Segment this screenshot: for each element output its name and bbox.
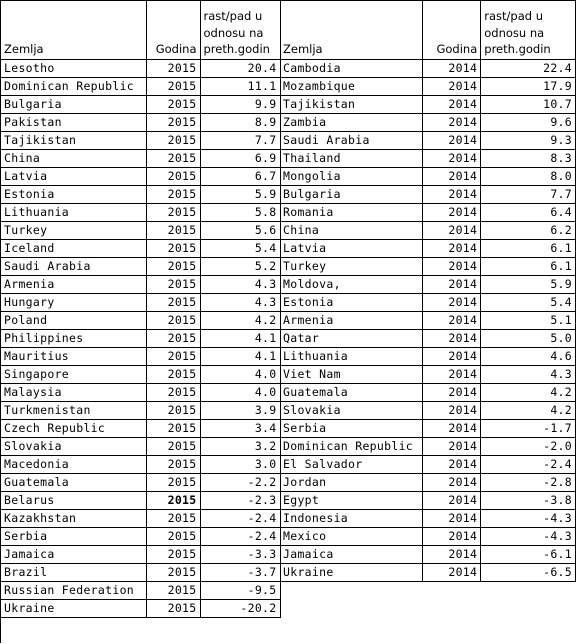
cell-year[interactable]: 2014: [423, 491, 481, 509]
cell-change[interactable]: 4.2: [481, 383, 576, 401]
cell-change[interactable]: -2.4: [200, 527, 280, 545]
cell-year[interactable]: 2014: [423, 221, 481, 239]
cell-year[interactable]: 2014: [423, 509, 481, 527]
cell-change[interactable]: -20.2: [200, 599, 280, 617]
cell-change[interactable]: 9.6: [481, 113, 576, 131]
cell-year[interactable]: 2014: [423, 149, 481, 167]
cell-country[interactable]: Lesotho: [1, 59, 146, 77]
cell-change[interactable]: 5.9: [200, 185, 280, 203]
cell-year[interactable]: 2015: [146, 383, 200, 401]
cell-country[interactable]: Serbia: [1, 527, 146, 545]
table-row: [1, 329, 280, 347]
cell-year[interactable]: 2015: [146, 581, 200, 599]
cell-country[interactable]: Turkey: [280, 257, 423, 275]
table-row: [1, 347, 280, 365]
table-row: [280, 293, 576, 311]
cell-year[interactable]: 2015: [146, 563, 200, 581]
cell-year[interactable]: 2014: [423, 527, 481, 545]
header-year[interactable]: Godina: [146, 1, 200, 59]
table-row: [280, 221, 576, 239]
table-row: [280, 203, 576, 221]
cell-year[interactable]: 2014: [423, 347, 481, 365]
table-row: [280, 239, 576, 257]
cell-country[interactable]: Estonia: [1, 185, 146, 203]
cell-year[interactable]: 2014: [423, 365, 481, 383]
header-row: [280, 1, 576, 59]
cell-year[interactable]: 2014: [423, 401, 481, 419]
cell-year[interactable]: 2014: [423, 329, 481, 347]
cell-change[interactable]: 4.3: [200, 275, 280, 293]
cell-year[interactable]: 2014: [423, 311, 481, 329]
cell-year[interactable]: 2015: [146, 113, 200, 131]
cell-country[interactable]: Mongolia: [280, 167, 423, 185]
cell-change[interactable]: 10.7: [481, 95, 576, 113]
cell-change[interactable]: -4.3: [481, 509, 576, 527]
cell-change[interactable]: -3.3: [200, 545, 280, 563]
cell-change[interactable]: 4.3: [481, 365, 576, 383]
cell-year[interactable]: 2014: [423, 239, 481, 257]
table-row: [280, 113, 576, 131]
cell-country[interactable]: Tajikistan: [280, 95, 423, 113]
table-row: [1, 509, 280, 527]
cell-year[interactable]: 2015: [146, 167, 200, 185]
cell-country[interactable]: Estonia: [280, 293, 423, 311]
cell-country[interactable]: Belarus: [1, 491, 146, 509]
cell-change[interactable]: 3.9: [200, 401, 280, 419]
cell-year[interactable]: 2014: [423, 167, 481, 185]
cell-country[interactable]: Guatemala: [280, 383, 423, 401]
cell-change[interactable]: 7.7: [481, 185, 576, 203]
table-row: [1, 527, 280, 545]
cell-country[interactable]: Philippines: [1, 329, 146, 347]
table-row: [280, 347, 576, 365]
cell-country[interactable]: China: [280, 221, 423, 239]
header-year[interactable]: Godina: [423, 1, 481, 59]
table-row: [280, 365, 576, 383]
cell-year[interactable]: 2014: [423, 185, 481, 203]
table-row: [1, 437, 280, 455]
cell-change[interactable]: 6.7: [200, 167, 280, 185]
cell-change[interactable]: -3.8: [481, 491, 576, 509]
cell-change[interactable]: 22.4: [481, 59, 576, 77]
cell-change[interactable]: 4.2: [481, 401, 576, 419]
cell-change[interactable]: 4.1: [200, 329, 280, 347]
cell-country[interactable]: Russian Federation: [1, 581, 146, 599]
cell-change[interactable]: -6.1: [481, 545, 576, 563]
cell-change[interactable]: 9.3: [481, 131, 576, 149]
cell-year[interactable]: 2014: [423, 203, 481, 221]
cell-country[interactable]: Jamaica: [280, 545, 423, 563]
table-row: [1, 563, 280, 581]
cell-country[interactable]: Bulgaria: [280, 185, 423, 203]
cell-country[interactable]: Romania: [280, 203, 423, 221]
cell-year[interactable]: 2015: [146, 455, 200, 473]
table-row: [1, 59, 280, 77]
cell-year[interactable]: 2015: [146, 545, 200, 563]
table-row: [1, 419, 280, 437]
cell-year[interactable]: 2014: [423, 545, 481, 563]
cell-country[interactable]: China: [1, 149, 146, 167]
cell-country[interactable]: Saudi Arabia: [1, 257, 146, 275]
cell-country[interactable]: Saudi Arabia: [280, 131, 423, 149]
cell-country[interactable]: Hungary: [1, 293, 146, 311]
cell-change[interactable]: 5.2: [200, 257, 280, 275]
cell-change[interactable]: -2.4: [200, 509, 280, 527]
cell-change[interactable]: -2.4: [481, 455, 576, 473]
cell-country[interactable]: Turkmenistan: [1, 401, 146, 419]
table-row: [1, 473, 280, 491]
cell-year[interactable]: 2014: [423, 293, 481, 311]
cell-change[interactable]: -2.2: [200, 473, 280, 491]
table-row: [280, 185, 576, 203]
cell-year[interactable]: 2015: [146, 59, 200, 77]
header-change[interactable]: rast/pad u odnosu na preth.godin: [200, 1, 280, 59]
table-row: [1, 401, 280, 419]
table-row: [1, 131, 280, 149]
cell-year[interactable]: 2015: [146, 329, 200, 347]
cell-change[interactable]: 6.1: [481, 257, 576, 275]
cell-year[interactable]: 2014: [423, 383, 481, 401]
cell-year[interactable]: 2015: [146, 221, 200, 239]
cell-country[interactable]: Czech Republic: [1, 419, 146, 437]
cell-country[interactable]: Jamaica: [1, 545, 146, 563]
cell-country[interactable]: Mozambique: [280, 77, 423, 95]
cell-country[interactable]: Kazakhstan: [1, 509, 146, 527]
table-row: [280, 131, 576, 149]
table-2014: [280, 1, 576, 582]
cell-change[interactable]: 7.7: [200, 131, 280, 149]
table-row: [280, 527, 576, 545]
table-row: [280, 473, 576, 491]
cell-country[interactable]: Ukraine: [280, 563, 423, 581]
cell-change[interactable]: 9.9: [200, 95, 280, 113]
cell-country[interactable]: Indonesia: [280, 509, 423, 527]
cell-country[interactable]: Lithuania: [280, 347, 423, 365]
cell-change[interactable]: 4.0: [200, 365, 280, 383]
cell-change[interactable]: 3.2: [200, 437, 280, 455]
cell-year[interactable]: 2014: [423, 59, 481, 77]
cell-change[interactable]: 3.4: [200, 419, 280, 437]
cell-change[interactable]: -6.5: [481, 563, 576, 581]
table-row: [1, 545, 280, 563]
cell-change[interactable]: 8.9: [200, 113, 280, 131]
cell-change[interactable]: 4.3: [200, 293, 280, 311]
cell-change[interactable]: -3.7: [200, 563, 280, 581]
cell-year[interactable]: 2014: [423, 563, 481, 581]
table-row: [1, 185, 280, 203]
cell-year[interactable]: 2015: [146, 365, 200, 383]
cell-year[interactable]: 2015: [146, 293, 200, 311]
table-row: [1, 167, 280, 185]
cell-year[interactable]: 2014: [423, 257, 481, 275]
table-row: [1, 203, 280, 221]
table-row: [1, 275, 280, 293]
cell-change[interactable]: 6.9: [200, 149, 280, 167]
table-row: [1, 365, 280, 383]
cell-change[interactable]: 4.2: [200, 311, 280, 329]
table-row: [1, 77, 280, 95]
table-row: [1, 239, 280, 257]
cell-year[interactable]: 2015: [146, 311, 200, 329]
cell-year[interactable]: 2014: [423, 473, 481, 491]
cell-change[interactable]: -2.3: [200, 491, 280, 509]
cell-year[interactable]: 2015: [146, 419, 200, 437]
cell-year[interactable]: 2015: [146, 599, 200, 617]
cell-country[interactable]: Macedonia: [1, 455, 146, 473]
table-2015: [1, 1, 281, 618]
table-row: [1, 311, 280, 329]
cell-year[interactable]: 2014: [423, 77, 481, 95]
cell-change[interactable]: 4.0: [200, 383, 280, 401]
cell-change[interactable]: 8.0: [481, 167, 576, 185]
cell-country[interactable]: Bulgaria: [1, 95, 146, 113]
table-row: [1, 383, 280, 401]
cell-country[interactable]: El Salvador: [280, 455, 423, 473]
table-row: [280, 563, 576, 581]
cell-country[interactable]: Jordan: [280, 473, 423, 491]
cell-change[interactable]: 5.6: [200, 221, 280, 239]
cell-country[interactable]: Egypt: [280, 491, 423, 509]
cell-change[interactable]: 11.1: [200, 77, 280, 95]
header-row: [1, 1, 280, 59]
cell-country[interactable]: Ukraine: [1, 599, 146, 617]
cell-year[interactable]: 2015: [146, 77, 200, 95]
cell-change[interactable]: 6.1: [481, 239, 576, 257]
table-row: [280, 419, 576, 437]
cell-country[interactable]: Turkey: [1, 221, 146, 239]
cell-country[interactable]: Dominican Republic: [1, 77, 146, 95]
header-country[interactable]: Zemlja: [280, 1, 423, 59]
header-country[interactable]: Zemlja: [1, 1, 146, 59]
table-row: [280, 491, 576, 509]
cell-country[interactable]: Tajikistan: [1, 131, 146, 149]
table-row: [280, 311, 576, 329]
cell-year[interactable]: 2014: [423, 275, 481, 293]
table-row: [1, 221, 280, 239]
table-row: [1, 257, 280, 275]
cell-change[interactable]: 5.1: [481, 311, 576, 329]
table-row: [1, 491, 280, 509]
cell-country[interactable]: Singapore: [1, 365, 146, 383]
cell-change[interactable]: -2.0: [481, 437, 576, 455]
table-row: [1, 149, 280, 167]
table-row: [280, 437, 576, 455]
cell-year[interactable]: 2014: [423, 95, 481, 113]
cell-change[interactable]: 5.9: [481, 275, 576, 293]
cell-country[interactable]: Zambia: [280, 113, 423, 131]
table-row: [280, 455, 576, 473]
cell-country[interactable]: Armenia: [280, 311, 423, 329]
cell-year[interactable]: 2014: [423, 437, 481, 455]
table-row: [1, 113, 280, 131]
cell-country[interactable]: Pakistan: [1, 113, 146, 131]
cell-year[interactable]: 2015: [146, 275, 200, 293]
cell-country[interactable]: Poland: [1, 311, 146, 329]
table-row: [280, 59, 576, 77]
cell-year[interactable]: 2015: [146, 401, 200, 419]
cell-country[interactable]: Slovakia: [1, 437, 146, 455]
cell-change[interactable]: 5.0: [481, 329, 576, 347]
cell-year[interactable]: 2015: [146, 149, 200, 167]
table-row: [1, 455, 280, 473]
cell-country[interactable]: Iceland: [1, 239, 146, 257]
table-row: [280, 329, 576, 347]
cell-change[interactable]: 5.4: [481, 293, 576, 311]
cell-change[interactable]: 6.4: [481, 203, 576, 221]
table-row: [280, 275, 576, 293]
cell-country[interactable]: Mauritius: [1, 347, 146, 365]
cell-year[interactable]: 2014: [423, 113, 481, 131]
cell-country[interactable]: Guatemala: [1, 473, 146, 491]
cell-change[interactable]: 17.9: [481, 77, 576, 95]
cell-year[interactable]: 2015: [146, 491, 200, 509]
cell-country[interactable]: Brazil: [1, 563, 146, 581]
table-row: [280, 257, 576, 275]
table-row: [280, 95, 576, 113]
cell-country[interactable]: Slovakia: [280, 401, 423, 419]
cell-year[interactable]: 2015: [146, 95, 200, 113]
header-change[interactable]: rast/pad u odnosu na preth.godin: [481, 1, 576, 59]
cell-country[interactable]: Mexico: [280, 527, 423, 545]
cell-year[interactable]: 2015: [146, 527, 200, 545]
cell-country[interactable]: Dominican Republic: [280, 437, 423, 455]
table-row: [280, 509, 576, 527]
cell-country[interactable]: Thailand: [280, 149, 423, 167]
table-row: [1, 599, 280, 617]
table-row: [280, 77, 576, 95]
cell-year[interactable]: 2015: [146, 257, 200, 275]
cell-change[interactable]: -9.5: [200, 581, 280, 599]
cell-change[interactable]: 5.8: [200, 203, 280, 221]
cell-country[interactable]: Malaysia: [1, 383, 146, 401]
cell-year[interactable]: 2015: [146, 185, 200, 203]
cell-country[interactable]: Qatar: [280, 329, 423, 347]
table-row: [280, 383, 576, 401]
cell-year[interactable]: 2014: [423, 455, 481, 473]
table-row: [1, 581, 280, 599]
cell-year[interactable]: 2015: [146, 347, 200, 365]
cell-year[interactable]: 2015: [146, 203, 200, 221]
cell-change[interactable]: 20.4: [200, 59, 280, 77]
cell-country[interactable]: Serbia: [280, 419, 423, 437]
cell-year[interactable]: 2014: [423, 419, 481, 437]
cell-change[interactable]: 3.0: [200, 455, 280, 473]
cell-country[interactable]: Latvia: [280, 239, 423, 257]
table-row: [1, 95, 280, 113]
table-row: [280, 167, 576, 185]
cell-change[interactable]: -2.8: [481, 473, 576, 491]
cell-year[interactable]: 2015: [146, 239, 200, 257]
cell-change[interactable]: 8.3: [481, 149, 576, 167]
cell-year[interactable]: 2015: [146, 131, 200, 149]
cell-change[interactable]: 4.6: [481, 347, 576, 365]
table-row: [280, 401, 576, 419]
cell-change[interactable]: 6.2: [481, 221, 576, 239]
table-row: [280, 149, 576, 167]
cell-country[interactable]: Latvia: [1, 167, 146, 185]
cell-change[interactable]: 4.1: [200, 347, 280, 365]
cell-year[interactable]: 2015: [146, 509, 200, 527]
table-row: [280, 545, 576, 563]
cell-change[interactable]: -1.7: [481, 419, 576, 437]
cell-country[interactable]: Armenia: [1, 275, 146, 293]
table-row: [1, 293, 280, 311]
cell-year[interactable]: 2015: [146, 437, 200, 455]
cell-year[interactable]: 2014: [423, 131, 481, 149]
cell-country[interactable]: Moldova,: [280, 275, 423, 293]
cell-year[interactable]: 2015: [146, 473, 200, 491]
cell-change[interactable]: 5.4: [200, 239, 280, 257]
cell-country[interactable]: Cambodia: [280, 59, 423, 77]
cell-change[interactable]: -4.3: [481, 527, 576, 545]
cell-country[interactable]: Lithuania: [1, 203, 146, 221]
cell-country[interactable]: Viet Nam: [280, 365, 423, 383]
